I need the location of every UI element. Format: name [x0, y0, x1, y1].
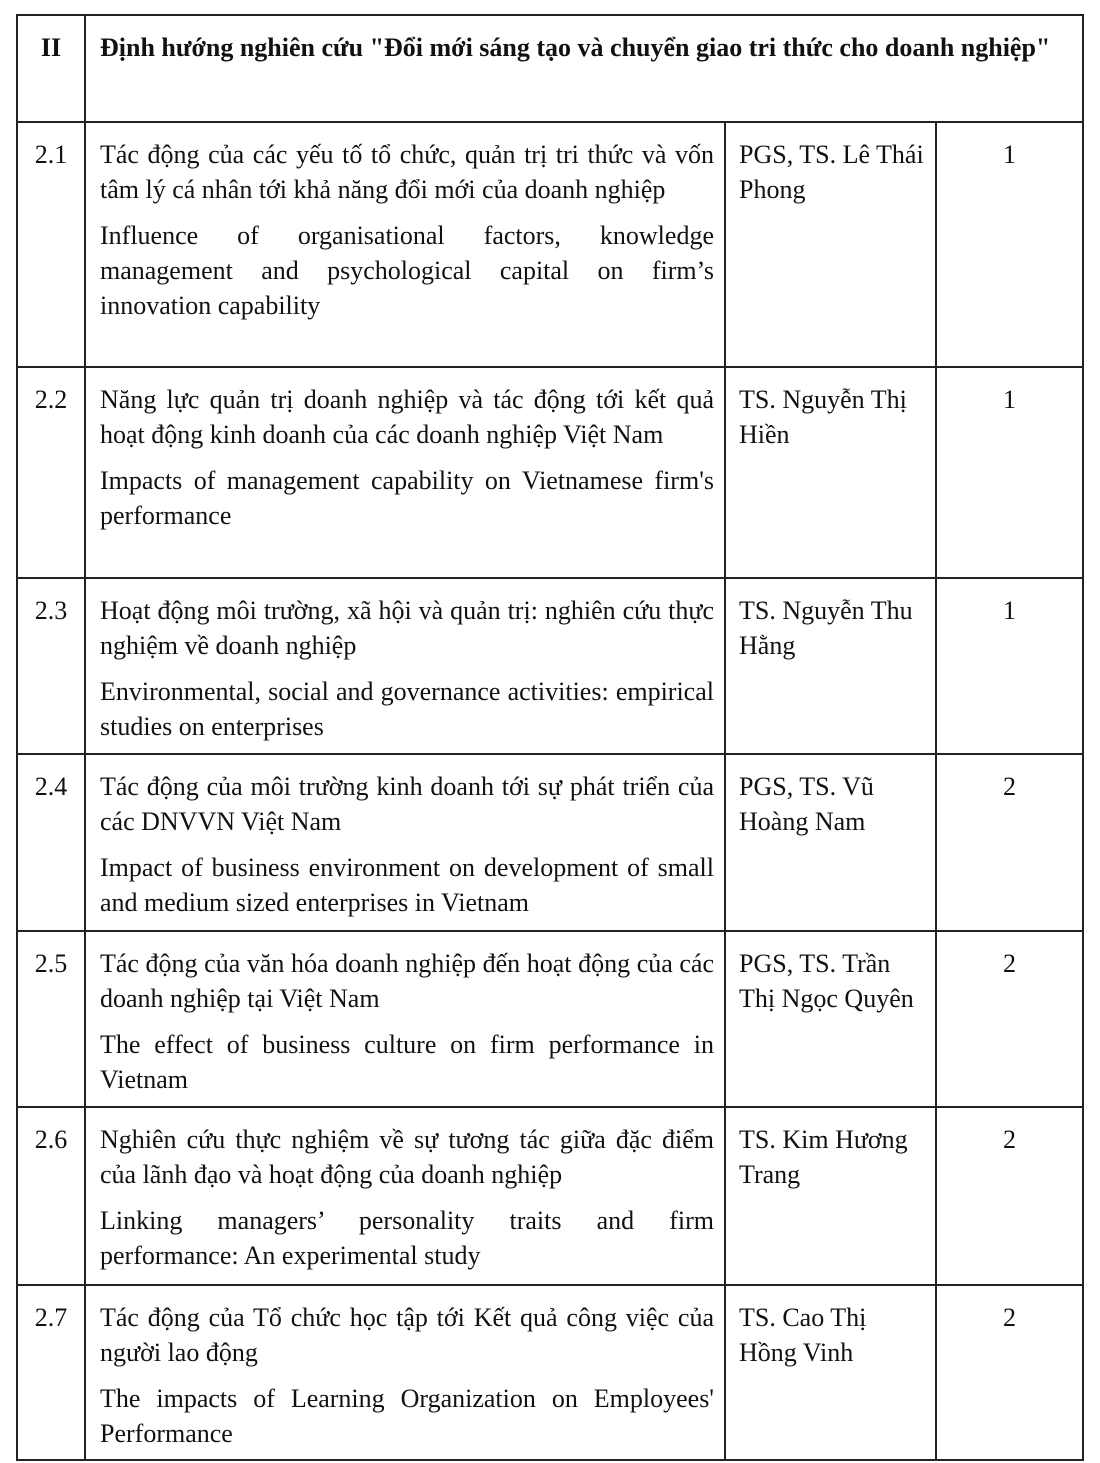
topic-title-en: The impacts of Learning Organization on Employees' Performance [100, 1384, 714, 1448]
topic-title-cell [85, 578, 725, 754]
topic-number: 2.1 [17, 122, 85, 367]
topic-title-cell [85, 367, 725, 578]
topic-title-cell [85, 1285, 725, 1460]
topic-count: 1 [936, 122, 1083, 367]
research-topics-table [16, 14, 1084, 1461]
table-row [17, 122, 1083, 367]
section-header-row [17, 15, 1083, 122]
topic-count: 2 [936, 754, 1083, 931]
topic-title-cell [85, 122, 725, 367]
topic-supervisor: TS. Kim Hương Trang [725, 1107, 936, 1285]
topic-number: 2.2 [17, 367, 85, 578]
topic-title-en: Environmental, social and governance activities: empirical studies on enterprises [100, 677, 714, 741]
topic-number: 2.6 [17, 1107, 85, 1285]
topic-supervisor: PGS, TS. Trần Thị Ngọc Quyên [725, 931, 936, 1107]
table-row [17, 754, 1083, 931]
topic-count: 2 [936, 931, 1083, 1107]
table-row [17, 1285, 1083, 1460]
topic-title-vi: Nghiên cứu thực nghiệm về sự tương tác giữa đặc điểm của lãnh đạo và hoạt động của doanh nghiệp [100, 1125, 714, 1189]
topic-number: 2.3 [17, 578, 85, 754]
topic-title-en: Linking managers’ personality traits and firm performance: An experimental study [100, 1206, 714, 1270]
topic-supervisor: PGS, TS. Vũ Hoàng Nam [725, 754, 936, 931]
table-row [17, 578, 1083, 754]
table-row [17, 367, 1083, 578]
topic-supervisor: TS. Nguyễn Thị Hiền [725, 367, 936, 578]
topic-title-vi: Hoạt động môi trường, xã hội và quản trị: nghiên cứu thực nghiệm về doanh nghiệp [100, 596, 714, 660]
topic-count: 2 [936, 1107, 1083, 1285]
topic-title-vi: Tác động của môi trường kinh doanh tới sự phát triển của các DNVVN Việt Nam [100, 772, 714, 836]
topic-count: 1 [936, 367, 1083, 578]
topic-count: 1 [936, 578, 1083, 754]
topic-title-en: Impact of business environment on development of small and medium sized enterprises in Vietnam [100, 853, 714, 917]
topic-supervisor: TS. Nguyễn Thu Hằng [725, 578, 936, 754]
table-row [17, 1107, 1083, 1285]
table-row [17, 931, 1083, 1107]
topic-title-vi: Tác động của văn hóa doanh nghiệp đến hoạt động của các doanh nghiệp tại Việt Nam [100, 949, 714, 1013]
topic-title-en: The effect of business culture on firm performance in Vietnam [100, 1030, 714, 1094]
section-title: Định hướng nghiên cứu "Đổi mới sáng tạo và chuyển giao tri thức cho doanh nghiệp" [85, 15, 1083, 122]
topic-title-cell [85, 931, 725, 1107]
topic-number: 2.7 [17, 1285, 85, 1460]
topic-count: 2 [936, 1285, 1083, 1460]
topic-number: 2.5 [17, 931, 85, 1107]
topic-title-en: Impacts of management capability on Vietnamese firm's performance [100, 466, 714, 530]
topic-number: 2.4 [17, 754, 85, 931]
topic-title-vi: Năng lực quản trị doanh nghiệp và tác động tới kết quả hoạt động kinh doanh của các doanh nghiệp Việt Nam [100, 385, 714, 449]
topic-title-cell [85, 1107, 725, 1285]
topic-supervisor: TS. Cao Thị Hồng Vinh [725, 1285, 936, 1460]
topic-supervisor: PGS, TS. Lê Thái Phong [725, 122, 936, 367]
topic-title-vi: Tác động của các yếu tố tổ chức, quản trị tri thức và vốn tâm lý cá nhân tới khả năng đổi mới của doanh nghiệp [100, 140, 714, 204]
topic-title-en: Influence of organisational factors, knowledge management and psychological capital on firm’s innovation capability [100, 221, 714, 320]
topic-title-vi: Tác động của Tổ chức học tập tới Kết quả công việc của người lao động [100, 1303, 714, 1367]
topic-title-cell [85, 754, 725, 931]
section-number: II [17, 15, 85, 122]
